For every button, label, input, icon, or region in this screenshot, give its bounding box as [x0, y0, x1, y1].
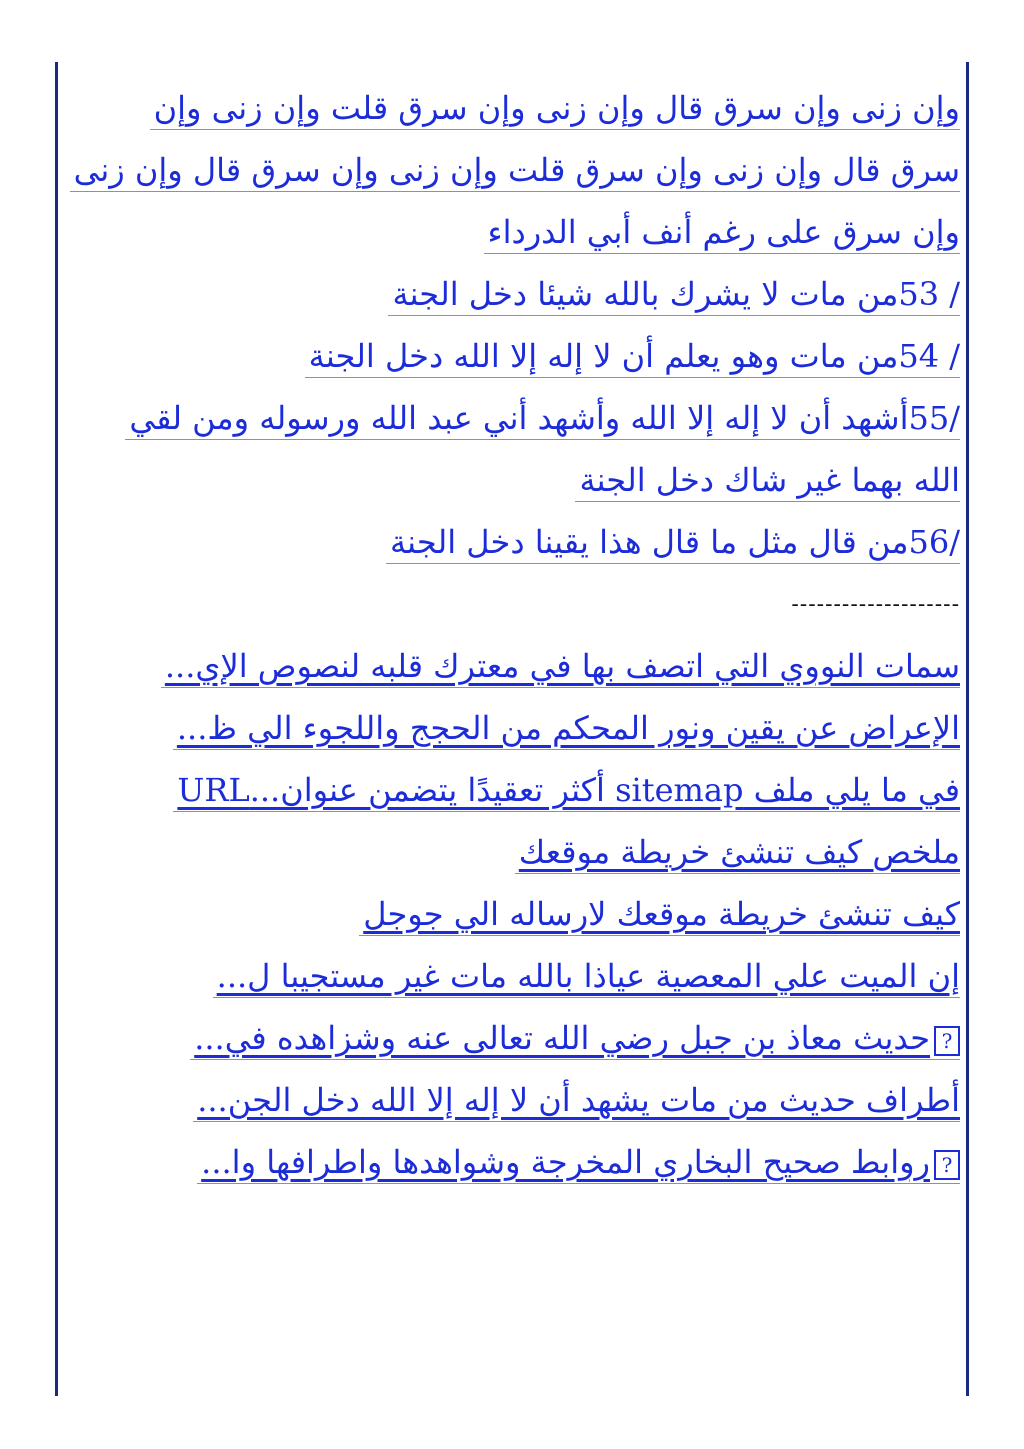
line-text: الله بهما غير شاك دخل الجنة — [575, 459, 960, 502]
text-line — [60, 380, 960, 442]
line-text: وإن سرق على رغم أنف أبي الدرداء — [484, 211, 960, 254]
line-text: سرق قال وإن زنى وإن سرق قلت وإن زنى وإن سرق قال وإن زنى — [70, 149, 960, 192]
text-line — [60, 194, 960, 256]
text-body — [60, 70, 960, 1186]
related-link[interactable]: إن الميت علي المعصية عياذا بالله مات غير مستجيبا ل... — [213, 955, 960, 998]
missing-glyph-icon: ? — [934, 1026, 960, 1056]
link-line[interactable] — [60, 1062, 960, 1124]
line-text: / 53من مات لا يشرك بالله شيئا دخل الجنة — [388, 273, 960, 316]
related-link[interactable]: ملخص كيف تنشئ خريطة موقعك — [515, 831, 960, 874]
link-line[interactable] — [60, 814, 960, 876]
text-line — [60, 504, 960, 566]
separator: -------------------- — [791, 592, 960, 617]
text-line — [60, 318, 960, 380]
link-line[interactable] — [60, 938, 960, 1000]
related-link[interactable]: كيف تنشئ خريطة موقعك لارساله الي جوجل — [359, 893, 960, 936]
related-link[interactable]: أطراف حديث من مات يشهد أن لا إله إلا الله دخل الجن... — [193, 1079, 960, 1122]
link-line[interactable] — [60, 628, 960, 690]
related-link[interactable]: الإعراض عن يقين ونور المحكم من الحجج واللجوء الي ظ... — [173, 707, 960, 750]
left-margin-rule — [55, 62, 58, 1396]
right-margin-rule — [966, 62, 969, 1396]
link-line[interactable] — [60, 690, 960, 752]
line-text: /56من قال مثل ما قال هذا يقينا دخل الجنة — [386, 521, 960, 564]
related-link[interactable]: سمات النووي التي اتصف بها في معترك قلبه لنصوص الإي... — [161, 645, 960, 688]
text-line — [60, 256, 960, 318]
link-line[interactable] — [60, 876, 960, 938]
link-line[interactable] — [60, 1124, 960, 1186]
related-link-with-icon[interactable] — [197, 1141, 960, 1184]
related-link[interactable]: في ما يلي ملف sitemap أكثر تعقيدًا يتضمن عنوان...URL — [173, 769, 960, 812]
link-line[interactable] — [60, 752, 960, 814]
separator-line — [60, 566, 960, 628]
line-text: /55أشهد أن لا إله إلا الله وأشهد أني عبد الله ورسوله ومن لقي — [125, 397, 960, 440]
line-text: وإن زنى وإن سرق قال وإن زنى وإن سرق قلت وإن زنى وإن — [150, 87, 960, 130]
link-line[interactable] — [60, 1000, 960, 1062]
missing-glyph-icon: ? — [934, 1150, 960, 1180]
text-line — [60, 442, 960, 504]
text-line — [60, 70, 960, 132]
line-text: / 54من مات وهو يعلم أن لا إله إلا الله دخل الجنة — [305, 335, 960, 378]
related-link-text[interactable]: روابط صحيح البخاري المخرجة وشواهدها واطرافها وا... — [201, 1143, 930, 1181]
related-link-with-icon[interactable] — [190, 1017, 960, 1060]
text-line — [60, 132, 960, 194]
related-link-text[interactable]: حديث معاذ بن جبل رضي الله تعالى عنه وشزاهده في... — [194, 1019, 930, 1057]
